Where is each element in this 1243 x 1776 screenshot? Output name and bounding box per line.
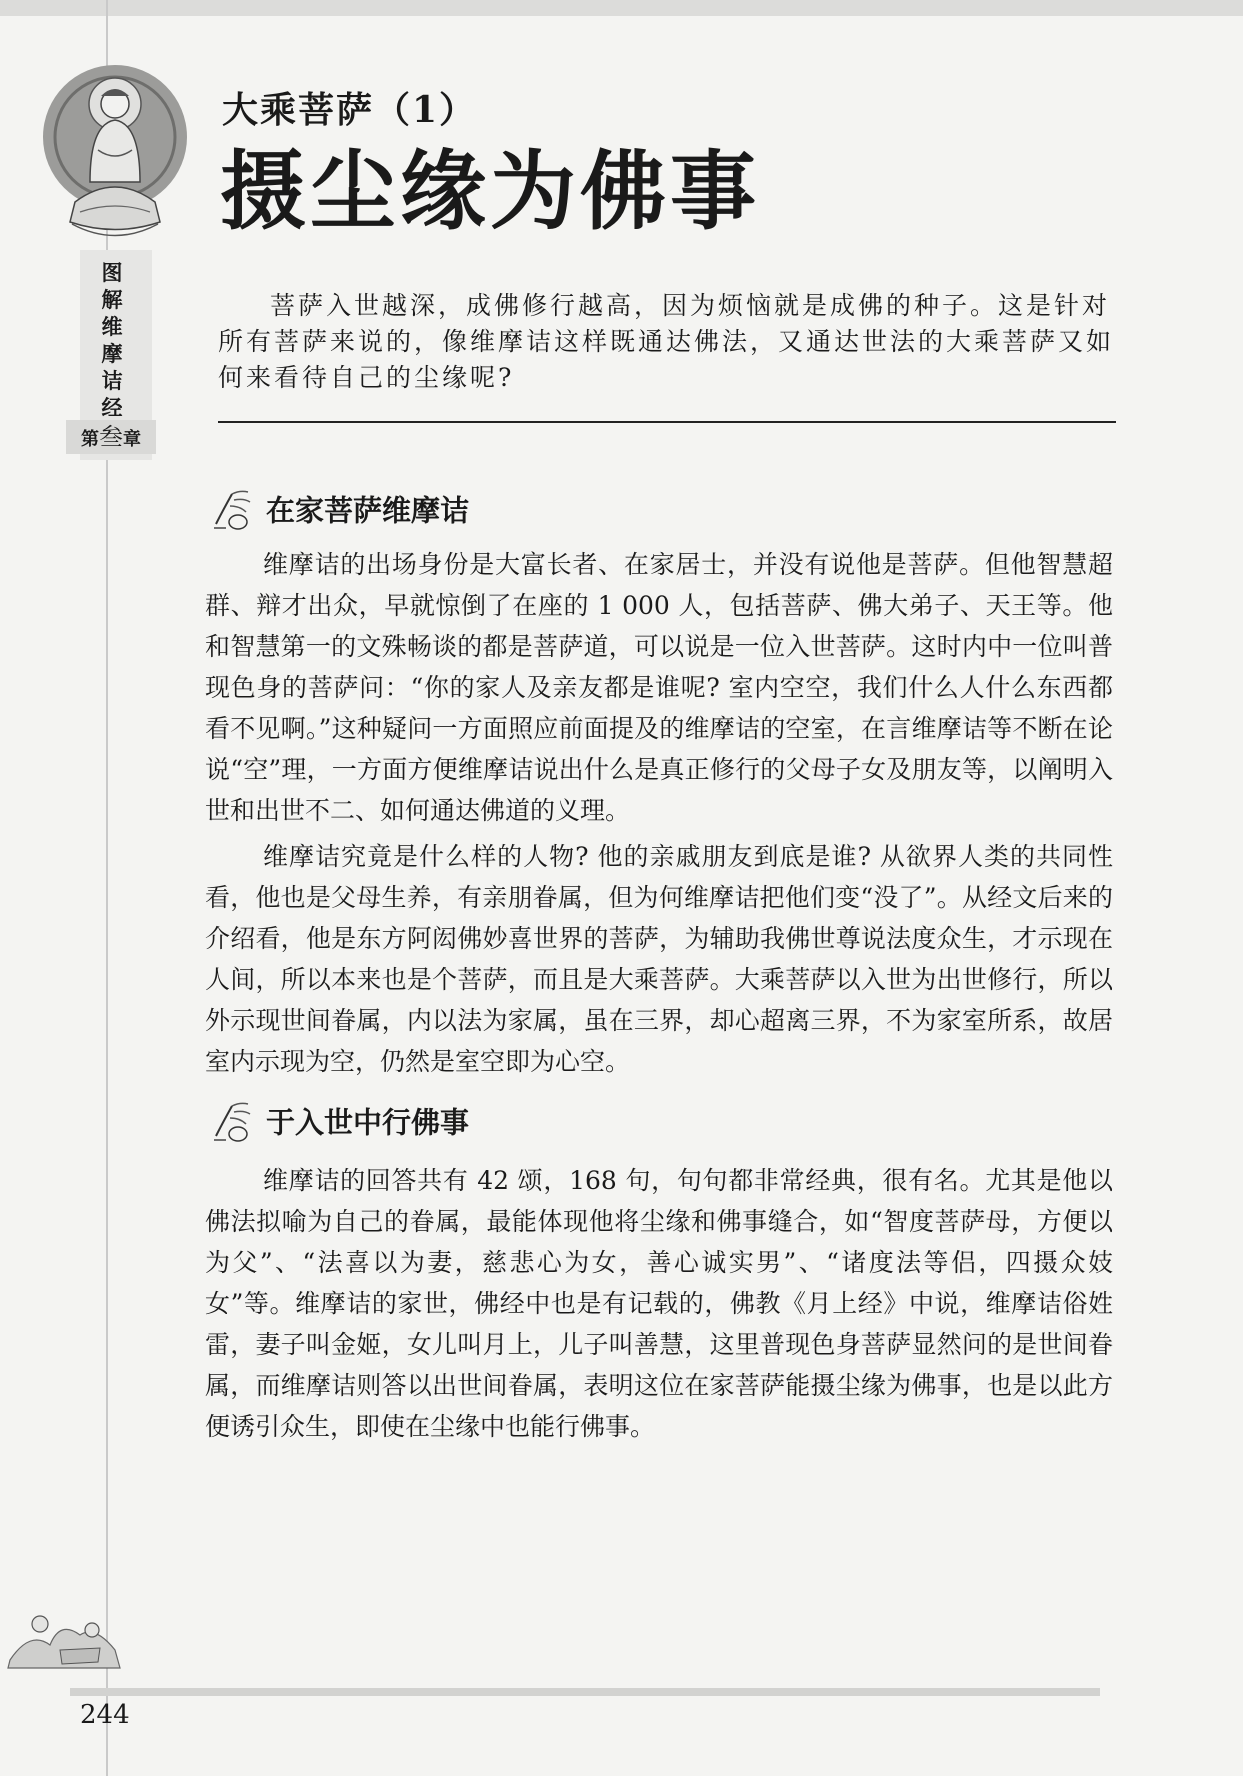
section-heading-2 (210, 1098, 469, 1144)
section-heading-1 (210, 486, 469, 532)
chapter-number: 叁 (99, 423, 123, 451)
bamboo-icon (210, 1098, 256, 1144)
section-heading-1-text: 在家菩萨维摩诘 (266, 493, 470, 528)
paragraph-2: 维摩诘究竟是什么样的人物? 他的亲戚朋友到底是谁? 从欲界人类的共同性看，他也是父母生养，有亲朋眷属，但为何维摩诘把他们变“没了”。从经文后来的介绍看，他是东方阿闳佛妙喜世界的菩萨，为辅助我佛世尊说法度众生，才示现在人间，所以本来也是个菩萨，而且是大乘菩萨。大乘菩萨以入世为出世修行，所以外示现世间眷属，内以法为家属，虽在三界，却心超离三界，不为家室所系，故居室内示现为空，仍然是室空即为心空。 (205, 842, 1113, 1076)
series-title: 大乘菩萨（1） (222, 89, 478, 131)
page-title: 摄尘缘为佛事 (220, 141, 760, 242)
intro-divider (218, 421, 1116, 423)
chapter-suffix: 章 (123, 429, 141, 450)
paragraph-1: 维摩诘的出场身份是大富长者、在家居士，并没有说他是菩萨。但他智慧超群、辩才出众，早就惊倒了在座的 1 000 人，包括菩萨、佛大弟子、天王等。他和智慧第一的文殊畅谈的都是菩萨道，可以说是一位入世菩萨。这时内中一位叫普现色身的菩萨问：“你的家人及亲友都是谁呢? 室内空空，我们什么人什么东西都看不见啊。”这种疑问一方面照应前面提及的维摩诘的空室，在言维摩诘等不断在论说“空”理，一方面方便维摩诘说出什么是真正修行的父母子女及朋友等，以阐明入世和出世不二、如何通达佛道的义理。 (205, 550, 1113, 825)
paragraph-3: 维摩诘的回答共有 42 颂，168 句，句句都非常经典，很有名。尤其是他以佛法拟喻为自己的眷属，最能体现他将尘缘和佛事缝合，如“智度菩萨母，方便以为父”、“法喜以为妻，慈悲心为女，善心诚实男”、“诸度法等侣，四摄众妓女”等。维摩诘的家世，佛经中也是有记载的，佛教《月上经》中说，维摩诘俗姓雷，妻子叫金姬，女儿叫月上，儿子叫善慧，这里普现色身菩萨显然问的是世间眷属，而维摩诘则答以出世间眷属，表明这位在家菩萨能摄尘缘为佛事，也是以此方便诱引众生，即使在尘缘中也能行佛事。 (205, 1166, 1113, 1441)
chapter-label (66, 420, 156, 454)
sidebar-book-title: 图解维摩诘经 (101, 261, 123, 420)
figures-illustration-icon (0, 1590, 130, 1675)
top-border-strip (0, 0, 1243, 16)
bamboo-icon (210, 486, 256, 532)
intro-text: 菩萨入世越深，成佛修行越高，因为烦恼就是成佛的种子。这是针对所有菩萨来说的，像维摩诘这样既通达佛法，又通达世法的大乘菩萨又如何来看待自己的尘缘呢? (218, 291, 1115, 392)
chapter-prefix: 第 (81, 429, 99, 450)
footer-rule (70, 1688, 1100, 1696)
buddha-medallion-icon (40, 62, 190, 252)
section-heading-2-text: 于入世中行佛事 (266, 1105, 470, 1140)
page-number: 244 (80, 1700, 130, 1730)
